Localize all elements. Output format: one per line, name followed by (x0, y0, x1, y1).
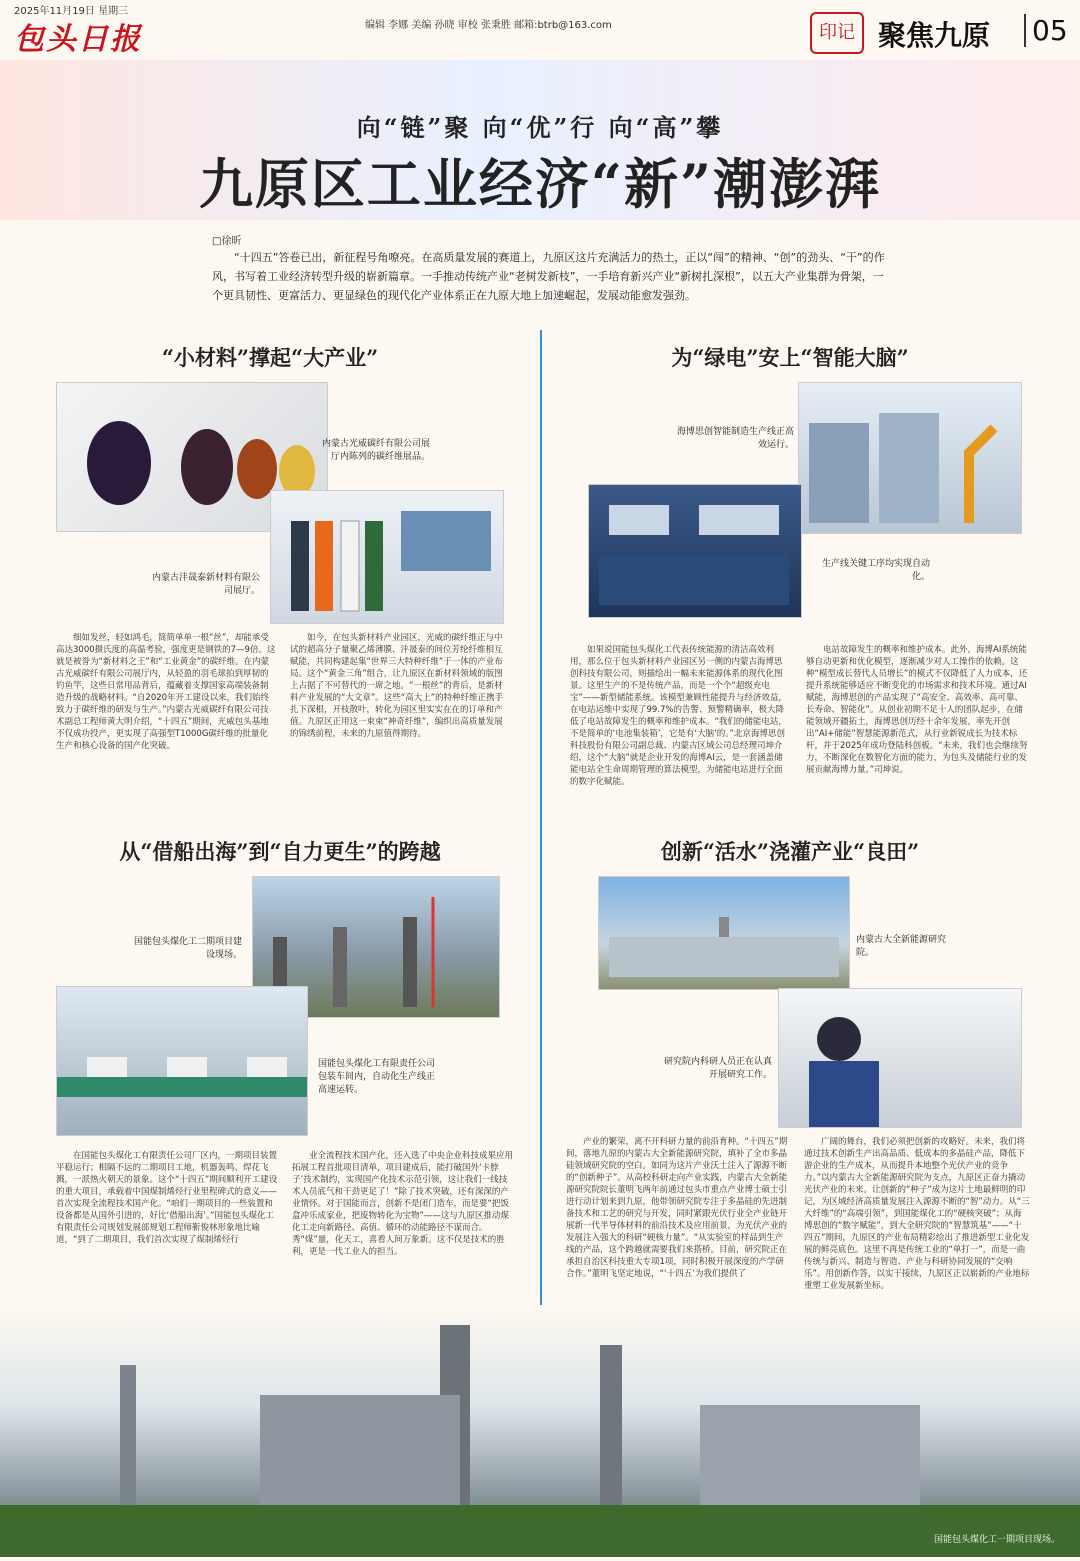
packaging-workshop-photo (56, 986, 308, 1136)
photo-caption-2: 内蒙古沣晟泰新材料有限公司展厅。 (151, 573, 260, 596)
seal-icon: 印记 (810, 12, 864, 54)
production-line-photo (798, 382, 1022, 534)
issue-date: 2025年11月19日 星期三 (14, 6, 129, 17)
section-1-title: “小材料”撑起“大产业” (161, 345, 379, 370)
section-1-column-2: 如今，在包头新材料产业园区，光威的碳纤维正与中试的超高分子量聚乙烯薄膜、沣晟泰的间位芳纶纤维相互赋能，共同构建起集“世界三大特种纤维”于一体的产业布局。这个“黄金三角”组合，让九原区在新材料领域的版图上占据了不可替代的一席之地。“一根丝”的背后，是新材料产业发展的“大文章”。这些“高大上”的特种纤维正携手扎下深根，开枝散叶，转化为园区里实实在在的订单和产值。九原区正用这一束束“神奇纤维”，编织出高质量发展的锦绣前程，未来的九原值得期待。 (290, 633, 504, 739)
editor-credits: 编辑 李娜 美编 孙晓 审校 张秉胜 邮箱:btrb@163.com (365, 20, 612, 31)
battery-cells-icon (589, 485, 801, 617)
photo-caption-3: 海博思创智能制造生产线正高效运行。 (676, 427, 794, 450)
photo-caption-7: 内蒙古大全新能源研究院。 (856, 935, 947, 958)
section-title: 聚焦九原 (878, 19, 991, 52)
section-4-column-2: 广阔的舞台，我们必须把创新的攻略好。未来，我们将通过技术创新生产出高品质、低成本的多晶硅产品，降低下游企业的生产成本，从而提升本地整个光伏产业的竞争力。”以内蒙古大全新能源研究院为支点，九原区正奋力撬动光伏产业的未来。让创新的“种子”成为这片土地最鲜明的印记，为区域经济高质量发展注入源源不断的“智”动力。从“三大纤维”的“高端引领”，到国能煤化工的“硬核突破”；从海博思创的“数字赋能”，到大全研究院的“智慧筑基”——“十四五”期间，九原区的产业布局精彩绘出了推进新型工业化发展的鲜亮底色。这里不再是传统工业的“单打一”，而是一曲传统与新兴、制造与智造、产业与科研协同发展的“交响乐”。用创新作答，以实干接续，九原区正以崭新的产业地标重塑工业发展新坐标。 (804, 1137, 1030, 1291)
column-divider (540, 330, 542, 1340)
industrial-skyline-icon (0, 1305, 1080, 1557)
main-headline: 九原区工业经济“新”潮澎湃 (198, 152, 882, 216)
mannequins-icon (271, 491, 503, 623)
lead-paragraph: “十四五”答卷已出，新征程号角嘹亮。在高质量发展的赛道上，九原区这片充满活力的热土，正以“闯”的精神、“创”的劲头、“干”的作风，书写着工业经济转型升级的崭新篇章。一手推动传统产业“老树发新枝”，一手培育新兴产业“新树扎深根”，以五大产业集群为骨架，一个更具韧性、更富活力、更显绿色的现代化产业体系正在九原大地上加速崛起，发展动能愈发强劲。 (212, 251, 885, 302)
panorama-caption: 国能包头煤化工一期项目现场。 (933, 1535, 1060, 1545)
section-3-column-1: 在国能包头煤化工有限责任公司厂区内，一期项目装置平稳运行；相隔不远的二期项目工地，机器轰鸣、焊花飞溅，一派热火朝天的景象。这个“十四五”期间顺利开工建设的重大项目，承载着中国煤制烯烃行业里程碑式的意义——首次实现全流程技术国产化。“咱们一期项目的一些装置和设备都是从国外引进的，好比‘借船出海’。”国能包头煤化工有限责任公司规划发展部规划工程师靳俊林形象地比喻道，“到了二期项目，我们首次实现了煤制烯烃行 (56, 1151, 278, 1245)
researcher-icon (779, 989, 1021, 1127)
research-institute-photo (598, 876, 850, 990)
researcher-photo (778, 988, 1022, 1128)
section-3-title: 从“借船出海”到“自力更生”的跨越 (119, 839, 441, 864)
photo-caption-6: 国能包头煤化工有限责任公司包装车间内，自动化生产线正高速运转。 (318, 1059, 436, 1095)
plant-panorama-photo (0, 1305, 1080, 1557)
section-1-column-1: 细如发丝，轻如鸿毛，简简单单一根“丝”，却能承受高达3000摄氏度的高温考验，强度更是钢铁的7—9倍。这就是被誉为“新材料之王”和“工业黄金”的碳纤维。在内蒙古光威碳纤有限公司展厅内，从轻盈的羽毛球拍到厚韧的钓鱼竿，这些日常用品背后，蕴藏着支撑国家高端装备制造升级的战略材料。“自2020年开工建设以来，我们始终致力于碳纤维的研发与生产。”内蒙古光威碳纤有限公司技术副总工程师黄大明介绍，“十四五”期间，光威包头基地不仅成功投产，更实现了高强型T1000G碳纤维的批量化生产和核心设备的国产化突破。 (56, 633, 276, 751)
automation-photo (588, 484, 802, 618)
headline-kicker: 向“链”聚 向“优”行 向“高”攀 (356, 113, 724, 142)
conveyor-icon (57, 987, 307, 1135)
page-number: 05 (1024, 14, 1068, 47)
section-2-column-2: 电站故障发生的概率和维护成本。此外，海博AI系统能够自动更新和优化模型，逐渐减少对人工操作的依赖。这种“模型成长替代人员增长”的模式不仅降低了人力成本，还提升系统能够适应不断变化的市场需求和技术环境。通过AI赋能，海博思创的产品实现了“高安全、高效率、高可靠、长寿命、智能化”。从创业初期不足十人的团队起步，在储能领域开疆拓土，海博思创历经十余年发展，率先开创出“AI+储能”智慧能源新范式，从行业新锐成长为技术标杆，并于2025年成功登陆科创板。“未来，我们也会继续努力，不断深化在数智化方面的能力，为包头及储能行业的发展贡献海博力量。”司坤说。 (806, 645, 1028, 775)
section-2-title: 为“绿电”安上“智能大脑” (671, 345, 909, 370)
factory-icon (599, 877, 849, 989)
photo-caption-4: 生产线关键工序均实现自动化。 (821, 559, 930, 582)
photo-caption-8: 研究院内科研人员正在认真开展研究工作。 (663, 1057, 772, 1080)
exhibition-hall-photo (270, 490, 504, 624)
photo-caption-1: 内蒙古光威碳纤有限公司展厅内陈列的碳纤维展品。 (321, 439, 430, 462)
section-4-title: 创新“活水”浇灌产业“良田” (660, 839, 920, 864)
byline: □徐昕 (212, 236, 242, 247)
section-4-column-1: 产业的繁荣，离不开科研力量的前沿育种。“十四五”期间，落地九原的内蒙古大全新能源研究院，填补了全市多晶硅领域研究院的空白。如同为这片产业沃土注入了源源不断的“创新种子”。从高校科研走向产业实践，内蒙古大全新能源研究院院长董明飞两年前通过包头市重点产业博士硕士引进行动计划来到九原，他带领研究院专注于多晶硅的先进制备技术和工艺的研究与开发，同时紧跟光伏行业全产业链开展新一代半导体材料的前沿技术及应用前景，为光伏产业的发展注入强大的科研“硬核力量”。“从实验室的样品到生产线的产品，这个跨越就需要我们来搭桥。目前，研究院正在承担自治区科技重大专项1项，同时积极开展深度的产学研合作。”董明飞坚定地说，“‘十四五’为我们提供了 (566, 1137, 788, 1279)
photo-caption-5: 国能包头煤化工二期项目建设现场。 (133, 937, 242, 960)
section-3-column-2: 业全流程技术国产化，还入选了中央企业科技成果应用拓展工程首批项目清单，项目建成后，能打破国外‘卡脖子’技术制约，实现国产化技术示范引领，这让我们一线技术人员底气和干劲更足了！”除了技术突破，还有深深的产业情怀。对于国能而言，创新不是闭门造车，而是要“把饭盒冲乐成家业，把废物转化为宝物”——这与九原区推动煤化工走向新路径、高值、循环的动能路径不谋而合。秀“煤”量，化天工，喜看人间万象新。这不仅是技术的胜利，更是一代工业人的担当。 (292, 1151, 514, 1257)
newspaper-logo: 包头日报 (14, 22, 142, 57)
section-2-column-1: 如果说国能包头煤化工代表传统能源的清洁高效利用，那么位于包头新材料产业园区另一侧的内蒙古海博思创科技有限公司，则描绘出一幅未来能源体系的现代化图景。这里生产的不是传统产品，而是一个个“超级充电宝”——新型储能系统。该模型兼顾性能提升与经济效益，在电站运维中实现了99.7%的告警、预警精确率，极大降低了电站故障发生的概率和维护成本。“我们的储能电站，不是简单的‘电池集装箱’，它是有‘大脑’的。”北京海博思创科技股份有限公司副总裁、内蒙古区域公司总经理司坤介绍，这个“大脑”就是企业开发的海博AI云，是一套涵盖储能电站全生命周期管理的算法模型，为储能电站进行全面的数字化赋能。 (570, 645, 787, 787)
robot-arm-icon (799, 383, 1021, 533)
